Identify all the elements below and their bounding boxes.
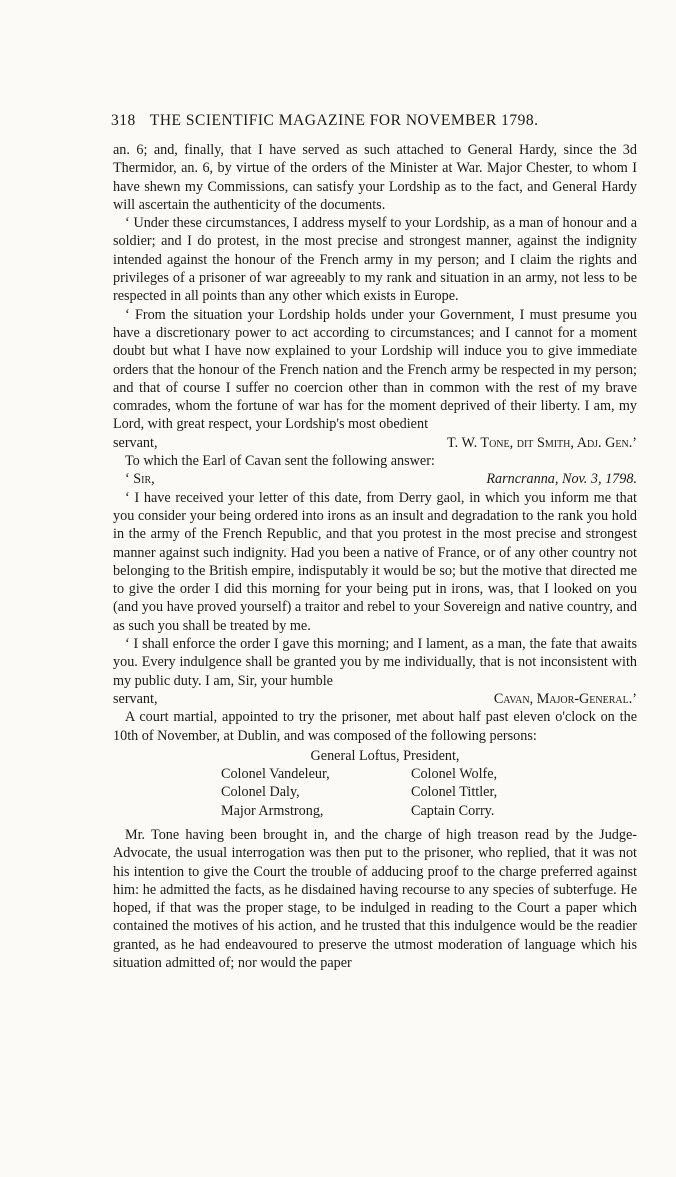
court-member: Colonel Wolfe,: [411, 766, 498, 783]
reply-intro: To which the Earl of Cavan sent the following answer:: [125, 453, 435, 470]
court-members: [113, 747, 637, 820]
letter2-closing: servant,: [113, 690, 158, 707]
court-intro: A court martial, appointed to try the prisoner, met about half past eleven o'clock on the 10th of November, at Dublin, and was composed of the following persons:: [113, 709, 637, 744]
letter1-paragraph-3: ‘ From the situation your Lordship holds under your Government, I must presume you have a discretionary power to act according to circumstances; and I cannot for a moment doubt but what I have now explained to your Lordship will induce you to give immediate orders that the honour of the French nation and the French army be respected in my person; and that of course I suffer no coercion other than in common with the rest of my brave comrades, whom the fortune of war has for the moment deprived of their liberty. I am, my Lord, with great respect, your Lordship's most obedient: [113, 306, 637, 433]
court-row: [113, 802, 637, 820]
letter1-closing: servant,: [113, 434, 158, 451]
page-number: 318: [111, 112, 136, 129]
letter2-salutation: ‘ Sir,: [125, 471, 155, 488]
letter2-heading: [113, 470, 637, 488]
running-header: [111, 112, 631, 130]
letter1-signature: T. W. Tone, dit Smith, Adj. Gen.’: [447, 434, 637, 451]
letter1-signature-line: [113, 434, 637, 452]
court-member: Colonel Daly,: [221, 784, 300, 801]
letter1-paragraph-2: ‘ Under these circumstances, I address myself to your Lordship, as a man of honour and a soldier; and I do protest, in the most precise and strongest manner, against the indignity intended against the honour of the French army in my person; and I claim the rights and privileges of a prisoner of war agreeably to my rank and situation in an army, not less to be respected in all points than any other which exists in Europe.: [113, 215, 637, 305]
letter2-paragraph-1: ‘ I have received your letter of this date, from Derry gaol, in which you inform me that you consider your being ordered into irons as an insult and degradation to the rank you hold in the army of the French Republic, and that you protest in the most precise and strongest manner against such indignity. Had you been a native of France, or of any other country not belonging to the British empire, indisputably it would be so; but the motive that directed me to give the order I did this morning for your being put in irons, was, that I looked on you (and you have proved yourself) a traitor and rebel to your Sovereign and native country, and as such you shall be treated by me.: [113, 489, 637, 634]
letter2-place-date: Rarncranna, Nov. 3, 1798.: [486, 471, 637, 488]
court-member: Captain Corry.: [411, 802, 495, 819]
court-row: [113, 765, 637, 783]
court-member: Colonel Tittler,: [411, 784, 498, 801]
court-row: [113, 783, 637, 801]
letter1-paragraph-1: an. 6; and, finally, that I have served as such attached to General Hardy, since the 3d Thermidor, an. 6, by virtue of the orders of the Minister at War. Major Chester, to whom I have shewn my Commissions, can satisfy your Lordship as to the fact, and General Hardy will ascertain the authenticity of the documents.: [113, 142, 637, 213]
letter2-paragraph-2: ‘ I shall enforce the order I gave this morning; and I lament, as a man, the fate that awaits you. Every indulgence shall be granted you by me individually, that is not inconsistent with my public duty. I am, Sir, your humble: [113, 636, 637, 689]
letter2-signature-line: [113, 690, 637, 708]
letter2-signature: Cavan, Major-General.’: [493, 690, 637, 707]
court-member: Colonel Vandeleur,: [221, 766, 330, 783]
court-president: General Loftus, President,: [310, 747, 460, 764]
article-body: [113, 141, 637, 972]
magazine-title: THE SCIENTIFIC MAGAZINE FOR NOVEMBER 1798.: [149, 112, 539, 129]
court-member: Major Armstrong,: [221, 802, 324, 819]
trial-paragraph: Mr. Tone having been brought in, and the charge of high treason read by the Judge-Advocate, the usual interrogation was then put to the prisoner, who replied, that it was not his intention to give the Court the trouble of adducing proof to the charge preferred against him: he admitted the facts, as he disdained having recourse to any species of subterfuge. He hoped, if that was the proper stage, to be indulged in reading to the Court a paper which contained the motives of his action, and he trusted that this indulgence would be the readier granted, as he had endeavoured to preserve the utmost moderation of language which his situation admitted of; nor would the paper: [113, 826, 637, 972]
